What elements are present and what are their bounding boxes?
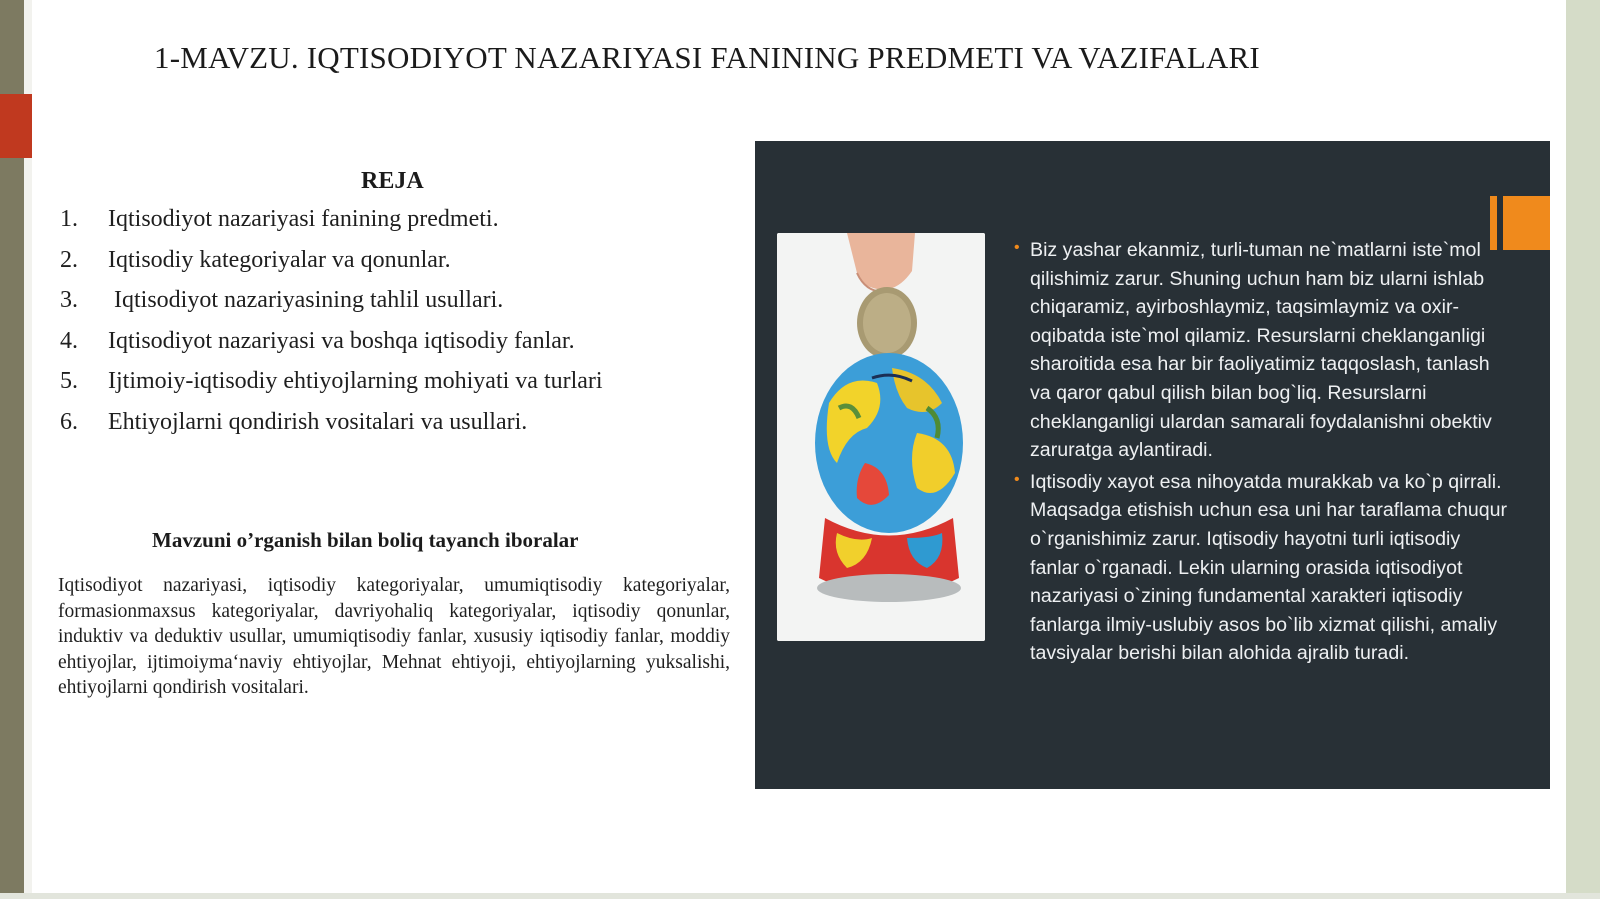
plan-item-text: Ijtimoiy-iqtisodiy ehtiyojlarning mohiyati va turlari (108, 368, 603, 394)
plan-item (60, 287, 603, 328)
plan-item (60, 368, 603, 409)
plan-item-text: Iqtisodiyot nazariyasi va boshqa iqtisodiy fanlar. (108, 327, 575, 354)
panel-text (1014, 236, 1514, 671)
right-decor-bar (1566, 0, 1600, 899)
plan-heading: REJA (361, 168, 424, 194)
plan-item-text: Ehtiyojlarni qondirish vositalari va usullari. (108, 408, 528, 435)
plan-item (60, 206, 603, 247)
key-terms-text: Iqtisodiyot nazariyasi, iqtisodiy kategoriyalar, umumiqtisodiy kategoriyalar, formasionmaxsus kategoriyalar, davriyohaliq kategoriyalar, iqtisodiy qonunlar, induktiv va deduktiv usullar, umumiqtisodiy fanlar, xususiy iqtisodiy fanlar, moddiy ehtiyojlar, ijtimoiyma‘naviy ehtiyojlar, Mehnat ehtiyoji, ehtiyojlarning yuksalishi, ehtiyojlarni qondirish vositalari. (58, 575, 730, 699)
panel-bullet (1014, 236, 1514, 465)
panel-bullet (1014, 468, 1514, 668)
plan-item-text: Iqtisodiy kategoriyalar va qonunlar. (108, 246, 451, 273)
plan-item-text: Iqtisodiyot nazariyasining tahlil usullari. (108, 287, 504, 313)
plan-item-number: 5. (60, 368, 78, 394)
plan-item (60, 328, 603, 369)
plan-item-number: 4. (60, 327, 78, 354)
slide-title: 1-MAVZU. IQTISODIYOT NAZARIYASI FANINING PREDMETI VA VAZIFALARI (154, 40, 1260, 75)
key-terms-heading: Mavzuni o’rganish bilan boliq tayanch iboralar (152, 528, 579, 552)
plan-item-text: Iqtisodiyot nazariyasi fanining predmeti. (108, 206, 499, 232)
plan-item-number: 1. (60, 206, 78, 232)
globe-piggy-bank-icon (777, 233, 985, 641)
plan-item-number: 2. (60, 246, 78, 273)
bullet-marker: • (1014, 239, 1020, 256)
plan-item-number: 3. (60, 287, 78, 313)
panel-bullet-text: Iqtisodiy xayot esa nihoyatda murakkab va ko`p qirrali. Maqsadga etishish uchun esa uni har taraflama chuqur o`rganishimiz zarur. Iqtisodiy hayotni turli iqtisodiy fanlar o`rganadi. Lekin ularning orasida iqtisodiyot nazariyasi o`zining fundamental xarakteri iqtisodiy fanlarga ilmiy-uslubiy asos bo`lib xizmat qilishi, amaliy tavsiyalar berishi bilan alohida ajralib turadi. (1030, 470, 1508, 665)
red-accent-block (0, 94, 32, 158)
panel-bullet-text: Biz yashar ekanmiz, turli-tuman ne`matlarni iste`mol qilishimiz zarur. Shuning uchun ham biz ularni ishlab chiqaramiz, ayirboshlaymiz, taqsimlaymiz va oxir-oqibatda iste`mol qilamiz. Resurslarni cheklanganligi sharoitida esa har bir faoliyatimiz taqqoslash, tanlash va qaror qabul qilish bilan bog`liq. Resurslarni cheklanganligi ulardan samarali foydalanishni obektiv zaruratga aylantiradi. (1030, 239, 1492, 462)
plan-list (60, 206, 603, 449)
bottom-decor-bar (0, 893, 1600, 899)
globe-piggy-bank-photo (777, 233, 985, 641)
plan-item-number: 6. (60, 408, 78, 435)
bullet-marker: • (1014, 470, 1020, 488)
plan-item (60, 409, 603, 450)
plan-item (60, 247, 603, 288)
